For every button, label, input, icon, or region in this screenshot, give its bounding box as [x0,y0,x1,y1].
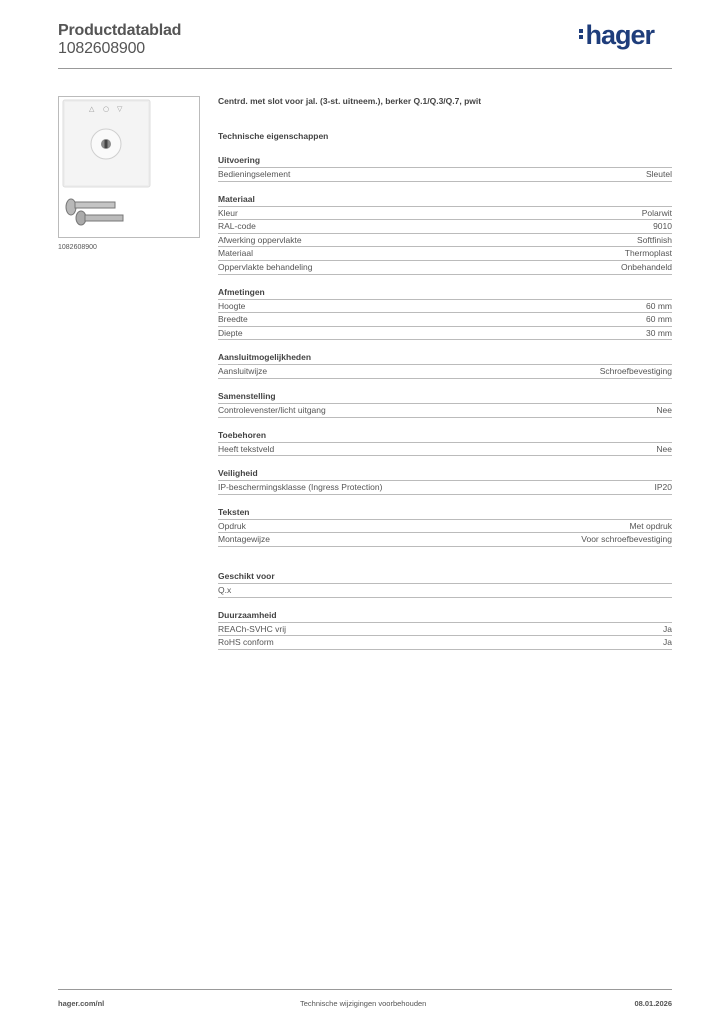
document-title: Productdatablad [58,22,182,39]
property-value: IP20 [654,482,672,493]
section-geschikt-voor [218,570,672,598]
property-row [218,533,672,547]
property-row [218,220,672,234]
section-title: Samenstelling [218,390,672,404]
property-value: Polarwit [641,207,672,218]
product-image [58,96,200,238]
property-row [218,520,672,534]
section-afmetingen [218,286,672,341]
section-title: Materiaal [218,193,672,207]
property-label: REACh-SVHC vrij [218,623,287,634]
property-row [218,327,672,341]
section-materiaal [218,193,672,275]
property-label: Kleur [218,207,238,218]
section-title: Duurzaamheid [218,609,672,623]
property-label: Materiaal [218,248,253,259]
logo-text: hager [585,20,654,50]
section-title: Toebehoren [218,429,672,443]
section-title: Veiligheid [218,467,672,481]
property-row [218,207,672,221]
section-toebehoren [218,429,672,457]
property-value: Nee [656,404,672,415]
property-row [218,234,672,248]
property-label: IP-beschermingsklasse (Ingress Protection) [218,482,383,493]
property-row [218,636,672,650]
product-number: 1082608900 [58,40,145,57]
property-label: Afwerking oppervlakte [218,234,302,245]
property-value: Thermoplast [624,248,672,259]
footer-divider [58,989,672,990]
property-value: 30 mm [646,327,672,338]
image-caption: 1082608900 [58,244,97,251]
section-title: Uitvoering [218,154,672,168]
property-label: Aansluitwijze [218,366,268,377]
property-label: Breedte [218,314,248,325]
product-photo-icon [59,97,199,237]
property-value: Sleutel [646,169,672,179]
property-value: Ja [663,637,672,648]
property-row [218,365,672,379]
section-samenstelling [218,390,672,418]
property-row [218,584,672,598]
property-label: RoHS conform [218,637,274,648]
website-link[interactable]: hager.com/nl [58,999,105,1008]
property-value: Schroefbevestiging [599,366,672,377]
section-title: Teksten [218,506,672,520]
property-value: 60 mm [646,300,672,311]
page-header [58,20,672,68]
arrow-up-symbol: △ [89,105,95,113]
logo-dots-icon [579,27,583,41]
zero-symbol: ○ [103,105,110,113]
property-label: Diepte [218,327,243,338]
section-title: Geschikt voor [218,570,672,584]
property-label: Heeft tekstveld [218,443,275,454]
arrow-down-symbol: ▽ [117,105,123,113]
property-value: Ja [663,623,672,634]
section-uitvoering [218,154,672,182]
property-value: Voor schroefbevestiging [581,534,672,545]
tech-properties-title: Technische eigenschappen [218,131,329,141]
property-value: Nee [656,443,672,454]
property-row [218,481,672,495]
property-value: Met opdruk [629,520,672,531]
product-description: Centrd. met slot voor jal. (3-st. uitneem.), berker Q.1/Q.3/Q.7, pwit [218,96,482,106]
property-label: Controlevenster/licht uitgang [218,404,326,415]
section-duurzaamheid [218,609,672,650]
document-date: 08.01.2026 [634,999,672,1008]
property-label: Hoogte [218,300,246,311]
property-label: Montagewijze [218,534,270,545]
property-label: Q.x [218,584,232,595]
product-details [218,96,672,650]
section-teksten [218,506,672,547]
property-label: Bedieningselement [218,169,291,179]
property-row [218,404,672,418]
hager-logo [579,20,654,51]
header-divider [58,68,672,69]
section-aansluitmogelijkheden [218,351,672,379]
disclaimer-text: Technische wijzigingen voorbehouden [300,999,427,1008]
keys-icon [66,199,123,225]
property-row [218,261,672,275]
property-row [218,443,672,457]
property-value: Onbehandeld [620,261,672,272]
property-value: 60 mm [646,314,672,325]
property-row [218,247,672,261]
property-label: RAL-code [218,221,256,232]
property-value: Softfinish [637,234,672,245]
property-row [218,300,672,314]
property-value: 9010 [653,221,672,232]
property-label: Oppervlakte behandeling [218,261,313,272]
section-title: Aansluitmogelijkheden [218,351,672,365]
property-row [218,168,672,182]
property-row [218,623,672,637]
property-row [218,313,672,327]
section-title: Afmetingen [218,286,672,300]
section-veiligheid [218,467,672,495]
property-label: Opdruk [218,520,246,531]
